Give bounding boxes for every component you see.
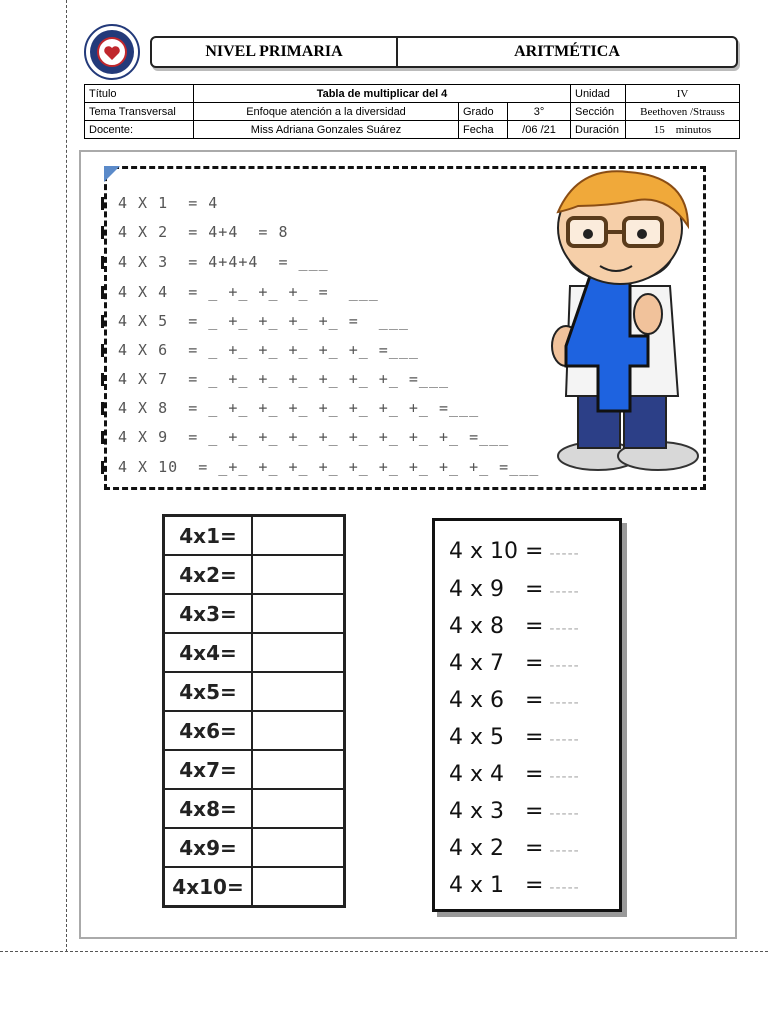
unidad-value: IV bbox=[626, 85, 740, 103]
equation-text: 4 X 7 = _ +_ +_ +_ +_ +_ +_ =___ bbox=[118, 370, 450, 388]
fecha-label: Fecha bbox=[459, 121, 508, 139]
docente-value: Miss Adriana Gonzales Suárez bbox=[194, 121, 459, 139]
table-row bbox=[164, 633, 345, 672]
answer-blank[interactable]: ----- bbox=[549, 732, 580, 748]
equation-row bbox=[118, 223, 289, 241]
problem-text: 4 x 6 = bbox=[449, 688, 544, 713]
equation-row bbox=[118, 370, 449, 388]
level-title: NIVEL PRIMARIA bbox=[152, 38, 398, 66]
table-row bbox=[164, 750, 345, 789]
equation-text: 4 X 2 = 4+4 = 8 bbox=[118, 223, 289, 241]
equation-text: 4 X 10 = _+_ +_ +_ +_ +_ +_ +_ +_ +_ =___ bbox=[118, 458, 540, 476]
school-logo-icon bbox=[84, 24, 140, 80]
problem-label: 4x8= bbox=[164, 789, 253, 828]
duracion-label: Duración bbox=[571, 121, 626, 139]
problem-label: 4x1= bbox=[164, 516, 253, 556]
equation-text: 4 X 4 = _ +_ +_ +_ = ___ bbox=[118, 283, 379, 301]
duracion-value: 15 minutos bbox=[626, 121, 740, 139]
list-item bbox=[449, 725, 580, 750]
answer-cell[interactable] bbox=[252, 555, 345, 594]
answer-blank[interactable]: ----- bbox=[549, 843, 580, 859]
corner-fold-icon bbox=[104, 166, 120, 182]
answer-blank[interactable]: ----- bbox=[549, 695, 580, 711]
equation-row bbox=[118, 428, 509, 446]
multiplication-table-left bbox=[162, 514, 346, 908]
answer-cell[interactable] bbox=[252, 789, 345, 828]
equation-text: 4 X 9 = _ +_ +_ +_ +_ +_ +_ +_ +_ =___ bbox=[118, 428, 510, 446]
fecha-value: /06 /21 bbox=[508, 121, 571, 139]
equation-row bbox=[118, 399, 479, 417]
margin-line-vertical bbox=[66, 0, 67, 952]
grado-label: Grado bbox=[459, 103, 508, 121]
tema-value: Enfoque atención a la diversidad bbox=[194, 103, 459, 121]
problem-label: 4x10= bbox=[164, 867, 253, 907]
docente-label: Docente: bbox=[85, 121, 194, 139]
answer-cell[interactable] bbox=[252, 516, 345, 556]
problem-label: 4x7= bbox=[164, 750, 253, 789]
problem-label: 4x2= bbox=[164, 555, 253, 594]
problem-label: 4x3= bbox=[164, 594, 253, 633]
list-item bbox=[449, 688, 580, 713]
equation-row bbox=[118, 341, 419, 359]
table-row bbox=[164, 516, 345, 556]
answer-cell[interactable] bbox=[252, 711, 345, 750]
multiplication-box-right bbox=[432, 518, 622, 912]
problem-label: 4x9= bbox=[164, 828, 253, 867]
list-item bbox=[449, 577, 580, 602]
problem-text: 4 x 9 = bbox=[449, 577, 544, 602]
equation-text: 4 X 1 = 4 bbox=[118, 194, 219, 212]
list-item bbox=[449, 873, 580, 898]
equation-text: 4 X 3 = 4+4+4 = ___ bbox=[118, 253, 329, 271]
titulo-value: Tabla de multiplicar del 4 bbox=[194, 85, 571, 103]
answer-cell[interactable] bbox=[252, 672, 345, 711]
answer-blank[interactable]: ----- bbox=[549, 621, 580, 637]
answer-blank[interactable]: ----- bbox=[549, 769, 580, 785]
equation-text: 4 X 8 = _ +_ +_ +_ +_ +_ +_ +_ =___ bbox=[118, 399, 480, 417]
table-row bbox=[164, 711, 345, 750]
equation-row bbox=[118, 283, 379, 301]
equation-text: 4 X 5 = _ +_ +_ +_ +_ = ___ bbox=[118, 312, 409, 330]
header-banner bbox=[150, 36, 738, 68]
answer-blank[interactable]: ----- bbox=[549, 546, 580, 562]
list-item bbox=[449, 651, 580, 676]
problem-label: 4x6= bbox=[164, 711, 253, 750]
info-table bbox=[84, 84, 740, 139]
seccion-label: Sección bbox=[571, 103, 626, 121]
subject-title: ARITMÉTICA bbox=[514, 43, 620, 60]
list-item bbox=[449, 836, 580, 861]
list-item bbox=[449, 799, 580, 824]
equation-row bbox=[118, 194, 218, 212]
problem-label: 4x4= bbox=[164, 633, 253, 672]
tema-label: Tema Transversal bbox=[85, 103, 194, 121]
problem-label: 4x5= bbox=[164, 672, 253, 711]
seccion-value: Beethoven /Strauss bbox=[626, 103, 740, 121]
answer-blank[interactable]: ----- bbox=[549, 584, 580, 600]
equation-row bbox=[118, 458, 539, 476]
cartoon-boy-holding-4-icon bbox=[538, 166, 702, 476]
answer-cell[interactable] bbox=[252, 633, 345, 672]
answer-cell[interactable] bbox=[252, 867, 345, 907]
answer-blank[interactable]: ----- bbox=[549, 880, 580, 896]
answer-cell[interactable] bbox=[252, 594, 345, 633]
answer-blank[interactable]: ----- bbox=[549, 658, 580, 674]
table-row bbox=[164, 867, 345, 907]
unidad-label: Unidad bbox=[571, 85, 626, 103]
table-row bbox=[164, 672, 345, 711]
equation-row bbox=[118, 253, 329, 271]
problem-text: 4 x 7 = bbox=[449, 651, 544, 676]
list-item bbox=[449, 614, 580, 639]
list-item bbox=[449, 762, 580, 787]
grado-value: 3° bbox=[508, 103, 571, 121]
table-row bbox=[164, 594, 345, 633]
titulo-label: Título bbox=[85, 85, 194, 103]
table-row bbox=[164, 828, 345, 867]
answer-blank[interactable]: ----- bbox=[549, 806, 580, 822]
table-row bbox=[164, 789, 345, 828]
margin-line-horizontal bbox=[0, 951, 768, 952]
equation-text: 4 X 6 = _ +_ +_ +_ +_ +_ =___ bbox=[118, 341, 419, 359]
equation-row bbox=[118, 312, 409, 330]
list-item bbox=[449, 539, 580, 564]
problem-text: 4 x 10 = bbox=[449, 539, 544, 564]
problem-text: 4 x 2 = bbox=[449, 836, 544, 861]
answer-cell[interactable] bbox=[252, 828, 345, 867]
problem-text: 4 x 1 = bbox=[449, 873, 544, 898]
table-row bbox=[164, 555, 345, 594]
problem-text: 4 x 8 = bbox=[449, 614, 544, 639]
problem-text: 4 x 3 = bbox=[449, 799, 544, 824]
problem-text: 4 x 4 = bbox=[449, 762, 544, 787]
problem-text: 4 x 5 = bbox=[449, 725, 544, 750]
answer-cell[interactable] bbox=[252, 750, 345, 789]
